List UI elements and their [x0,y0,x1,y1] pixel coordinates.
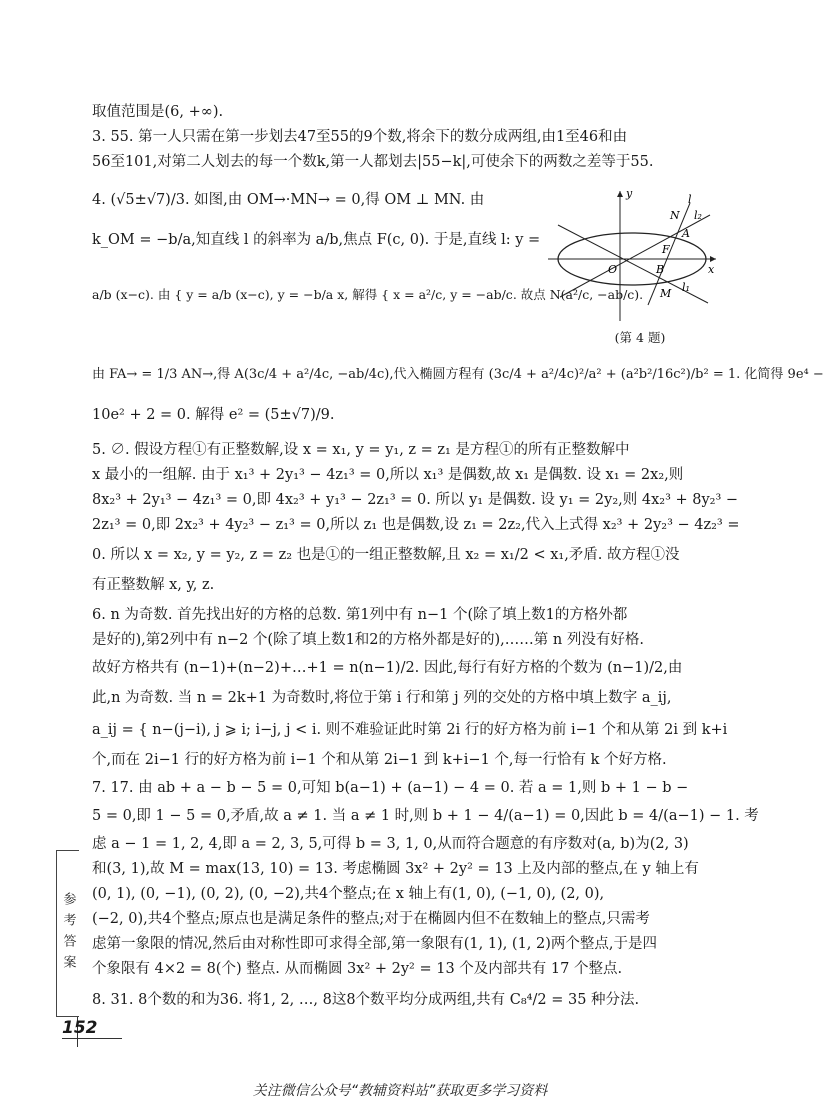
text-line: k_OM = −b/a,知直线 l 的斜率为 a/b,焦点 F(c, 0). 于是,直线 l: y = [92,232,541,248]
fig-label: F [662,243,670,256]
text-line: 个,而在 2i−1 行的好方格为前 i−1 个和从第 2i−1 到 k+i−1 个,每一行恰有 k 个好方格. [92,752,667,768]
text-line: 5. ∅. 假设方程①有正整数解,设 x = x₁, y = y₁, z = z₁ 是方程①的所有正整数解中 [92,442,630,458]
text-line: (0, 1), (0, −1), (0, 2), (0, −2),共4个整点;在 x 轴上有(1, 0), (−1, 0), (2, 0), [92,886,605,902]
text-line: 6. n 为奇数. 首先找出好的方格的总数. 第1列中有 n−1 个(除了填上数1的方格外都 [92,607,628,623]
text-line: (−2, 0),共4个整点;原点也是满足条件的整点;对于在椭圆内但不在数轴上的整点,只需考 [92,911,650,927]
ellipse-figure [540,185,720,325]
fig-label: A [682,227,690,240]
fig-label: y [626,187,633,200]
text-line: a_ij = { n−(j−i), j ⩾ i; i−j, j < i. 则不难验证此时第 2i 行的好方格为前 i−1 个和从第 2i 到 k+i [92,722,728,738]
fig-label: N [670,209,680,222]
text-line: 虑 a − 1 = 1, 2, 4,即 a = 2, 3, 5,可得 b = 3, 1, 0,从而符合题意的有序数对(a, b)为(2, 3) [92,836,689,852]
fig-label: l [688,193,692,206]
text-line: 取值范围是(6, +∞). [92,104,224,120]
text-line: 由 FA→ = 1/3 AN→,得 A(3c/4 + a²/4c, −ab/4c),代入椭圆方程有 (3c/4 + a²/4c)²/a² + (a²b²/16c²)/b² = 1. 化简得 9e⁴ − [92,367,824,382]
footer-note: 关注微信公众号“教辅资料站”获取更多学习资料 [252,1083,548,1099]
text-line: 56至101,对第二人划去的每一个数k,第一人都划去|55−k|,可使余下的两数之差等于55. [92,154,654,170]
text-line: 8x₂³ + 2y₁³ − 4z₁³ = 0,即 4x₂³ + y₁³ − 2z₁³ = 0. 所以 y₁ 是偶数. 设 y₁ = 2y₂,则 4x₂³ + 8y₂³ − [92,492,739,508]
fig-label: O [608,263,618,276]
text-line: 8. 31. 8个数的和为36. 将1, 2, …, 8这8个数平均分成两组,共有 C₈⁴/2 = 35 种分法. [92,992,640,1008]
fig-label: B [656,263,665,276]
text-line: 0. 所以 x = x₂, y = y₂, z = z₂ 也是①的一组正整数解,且 x₂ = x₁/2 < x₁,矛盾. 故方程①没 [92,547,680,563]
fig-label: l₂ [694,209,702,222]
text-line: 4. (√5±√7)/3. 如图,由 OM→·MN→ = 0,得 OM ⊥ MN. 由 [92,192,485,208]
text-line: 有正整数解 x, y, z. [92,577,215,593]
text-line: 3. 55. 第一人只需在第一步划去47至55的9个数,将余下的数分成两组,由1至46和由 [92,129,628,145]
text-line: 此,n 为奇数. 当 n = 2k+1 为奇数时,将位于第 i 行和第 j 列的交处的方格中填上数字 a_ij, [92,690,672,706]
text-line: 虑第一象限的情况,然后由对称性即可求得全部,第一象限有(1, 1), (1, 2)两个整点,于是四 [92,936,658,952]
text-line: 2z₁³ = 0,即 2x₂³ + 4y₂³ − z₁³ = 0,所以 z₁ 也是偶数,设 z₁ = 2z₂,代入上式得 x₂³ + 2y₂³ − 4z₂³ = [92,517,740,533]
text-line: x 最小的一组解. 由于 x₁³ + 2y₁³ − 4z₁³ = 0,所以 x₁³ 是偶数,故 x₁ 是偶数. 设 x₁ = 2x₂,则 [92,467,684,483]
fig-label: M [660,287,672,300]
text-line: 和(3, 1),故 M = max(13, 10) = 13. 考虑椭圆 3x² + 2y² = 13 上及内部的整点,在 y 轴上有 [92,861,699,877]
text-line: 故好方格共有 (n−1)+(n−2)+…+1 = n(n−1)/2. 因此,每行有好方格的个数为 (n−1)/2,由 [92,660,683,676]
section-side-tab: 参考答案 [56,850,79,1017]
text-line: 5 = 0,即 1 − 5 = 0,矛盾,故 a ≠ 1. 当 a ≠ 1 时,则 b + 1 − 4/(a−1) = 0,因此 b = 4/(a−1) − 1. 考 [92,808,759,824]
text-line: a/b (x−c). 由 { y = a/b (x−c), y = −b/a x, 解得 { x = a²/c, y = −ab/c. 故点 N(a²/c, −ab/c). [92,287,644,302]
text-line: 个象限有 4×2 = 8(个) 整点. 从而椭圆 3x² + 2y² = 13 个及内部共有 17 个整点. [92,961,623,977]
text-line: 10e² + 2 = 0. 解得 e² = (5±√7)/9. [92,407,335,423]
text-line: 是好的),第2列中有 n−2 个(除了填上数1和2的方格外都是好的),……第 n 列没有好格. [92,632,644,648]
text-line: 7. 17. 由 ab + a − b − 5 = 0,可知 b(a−1) + (a−1) − 4 = 0. 若 a = 1,则 b + 1 − b − [92,780,689,796]
figure-caption: (第 4 题) [614,330,666,345]
fig-label: l₁ [682,281,690,294]
fig-label: x [708,263,715,276]
page-number: 152 [62,1018,122,1039]
